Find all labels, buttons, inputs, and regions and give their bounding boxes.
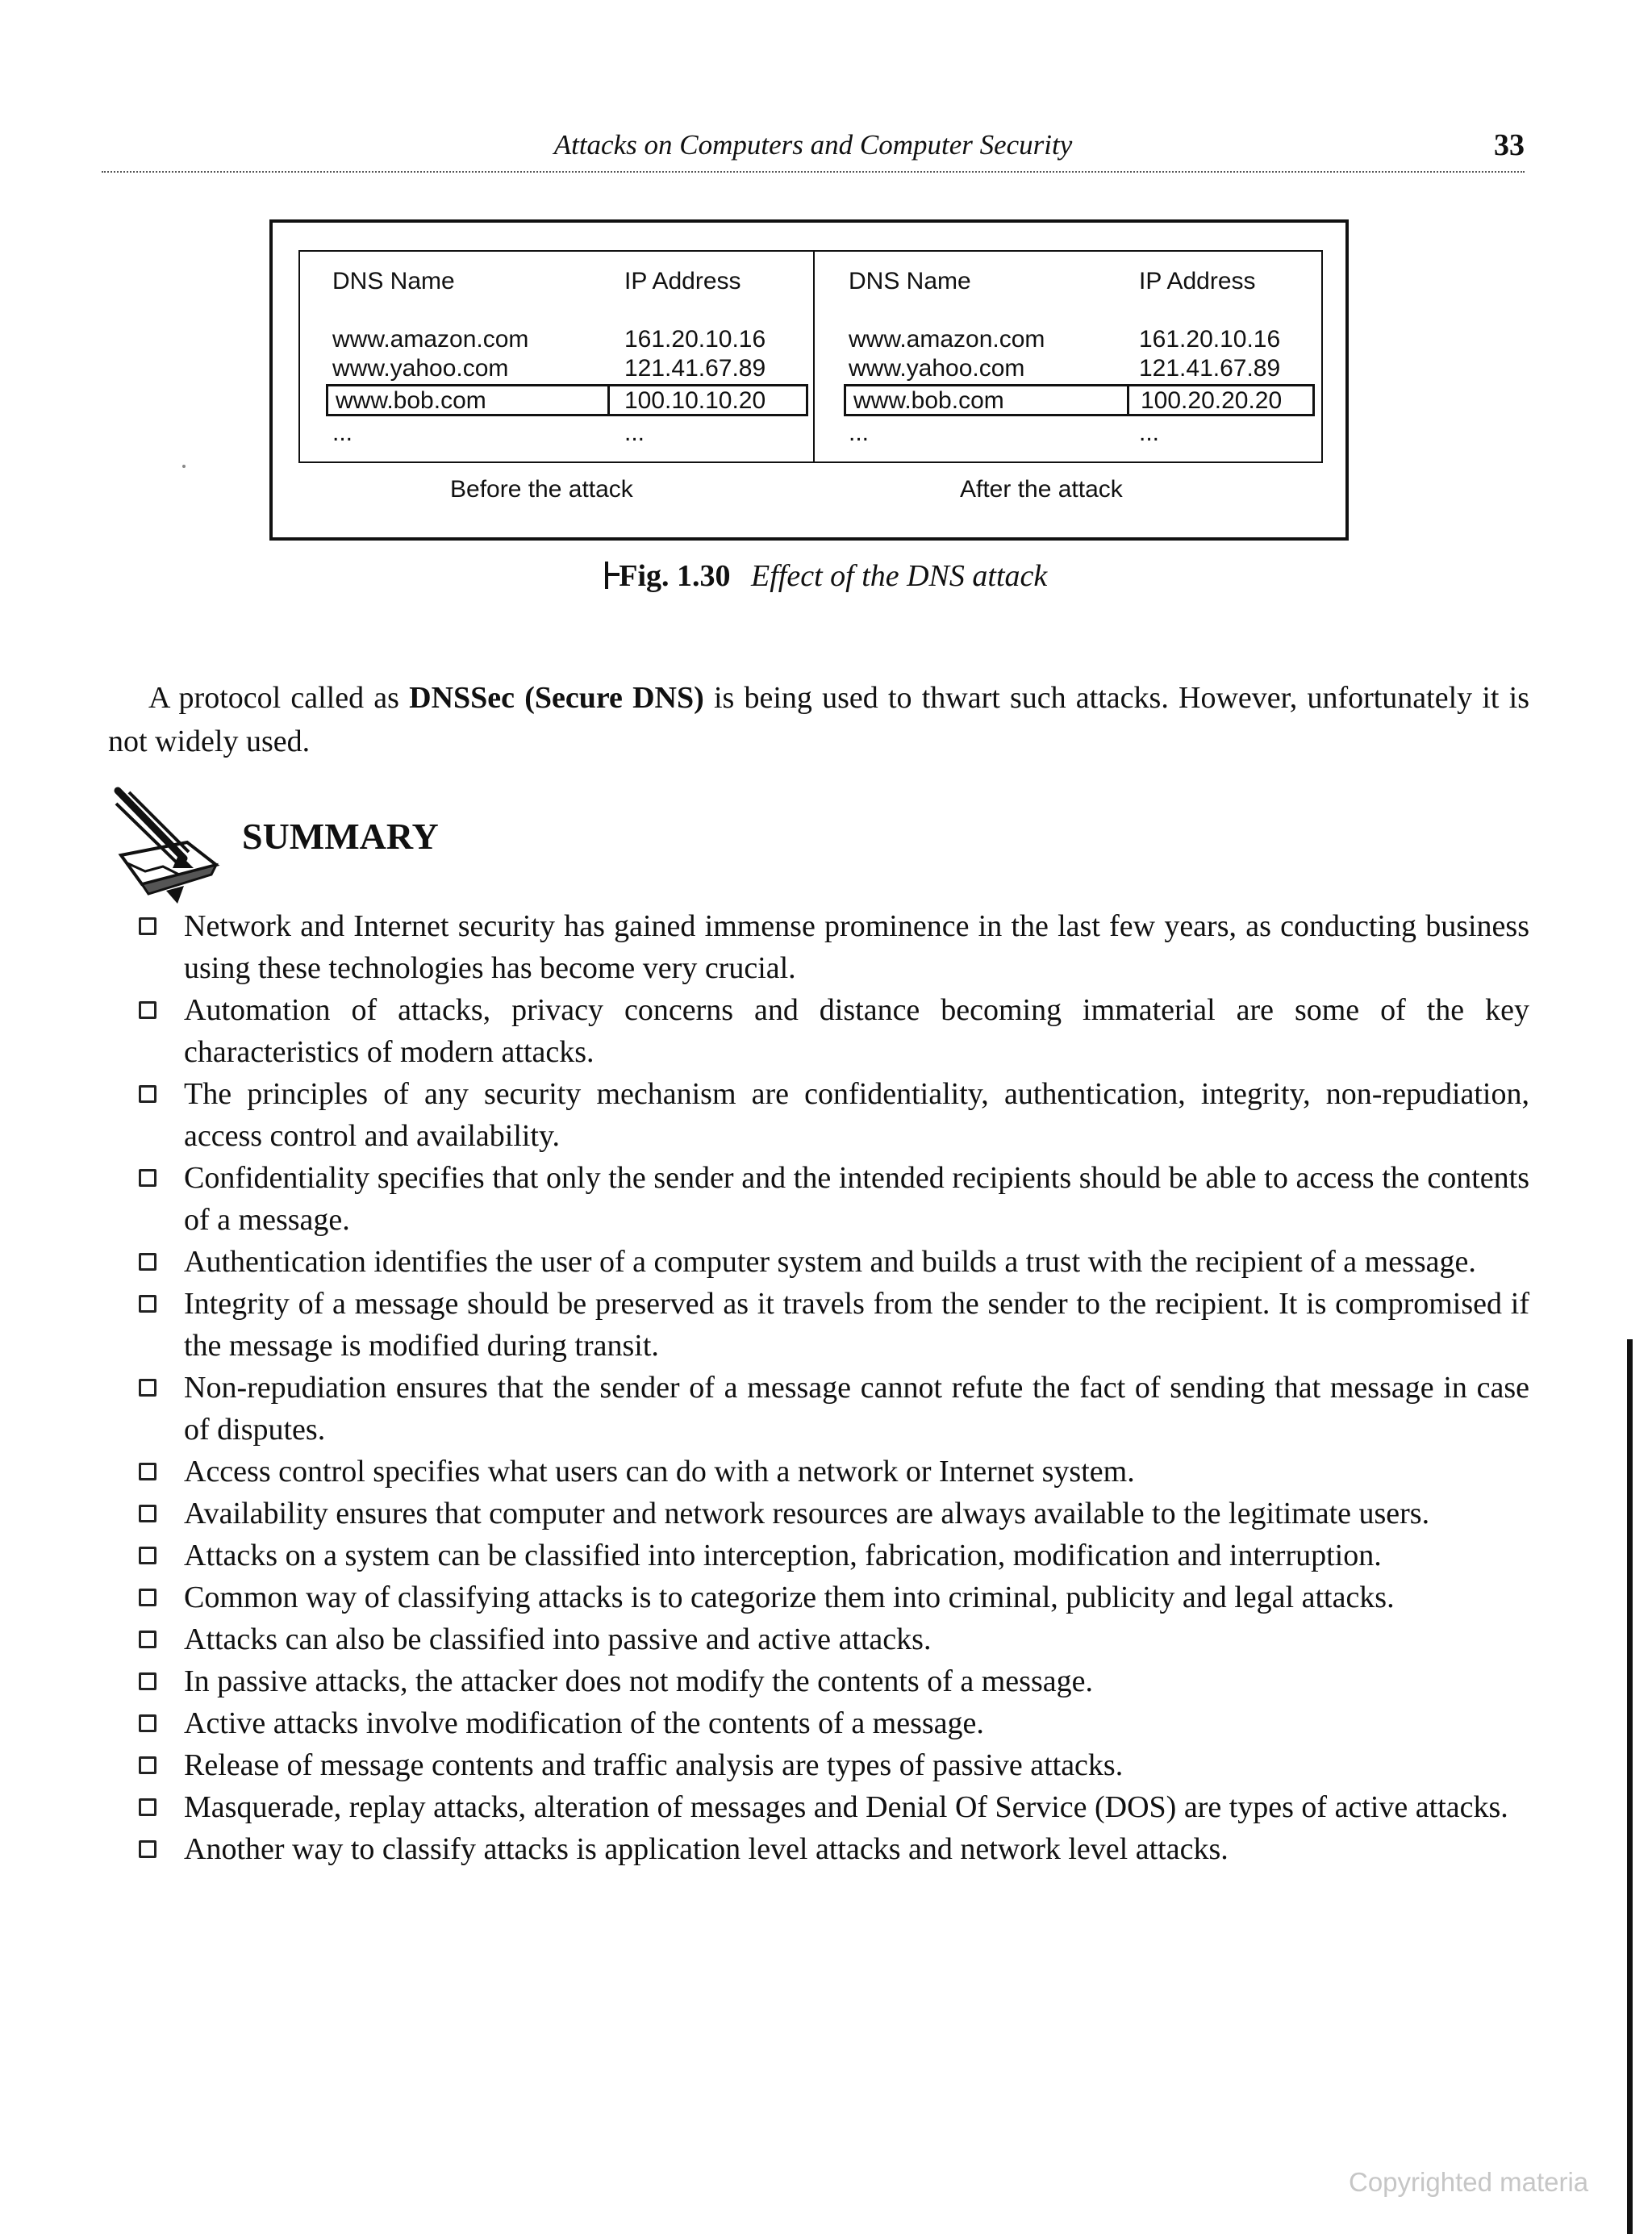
list-item-text: Access control specifies what users can do with a network or Internet system.: [184, 1455, 1135, 1489]
body-paragraph: [108, 676, 1529, 763]
checkbox-bullet-icon: [139, 1798, 156, 1816]
ellipsis-cell: ...: [332, 420, 353, 446]
checkbox-bullet-icon: [139, 1505, 156, 1522]
ip-address-cell: 161.20.10.16: [624, 326, 766, 353]
list-item-text: In passive attacks, the attacker does not modify the contents of a message.: [184, 1664, 1093, 1698]
checkbox-bullet-icon: [139, 917, 156, 935]
list-item-text: Active attacks involve modification of the contents of a message.: [184, 1706, 984, 1740]
paragraph-bold-term: DNSSec (Secure DNS): [409, 681, 704, 715]
before-attack-label: Before the attack: [450, 476, 633, 503]
scan-edge-bar: [1627, 1339, 1633, 2234]
checkbox-bullet-icon: [139, 1253, 156, 1271]
dns-name-cell: www.bob.com: [853, 387, 1004, 414]
after-attack-label: After the attack: [960, 476, 1123, 503]
column-header-dns-name: DNS Name: [849, 268, 971, 294]
list-item: [139, 1660, 1529, 1702]
row-divider: [607, 386, 610, 414]
ip-address-cell: 100.10.10.20: [624, 387, 766, 414]
list-item: [139, 1576, 1529, 1618]
list-item: [139, 1241, 1529, 1283]
checkbox-bullet-icon: [139, 1840, 156, 1858]
figure-number: Fig. 1.30: [619, 559, 731, 593]
ip-address-cell: 100.20.20.20: [1141, 387, 1283, 414]
list-item-text: Common way of classifying attacks is to categorize them into criminal, publicity and legal attacks.: [184, 1581, 1395, 1614]
list-item-text: Release of message contents and traffic analysis are types of passive attacks.: [184, 1748, 1124, 1782]
list-item-text: Non-repudiation ensures that the sender of a message cannot refute the fact of sending that message in case of disputes.: [184, 1371, 1529, 1447]
ip-address-cell: 121.41.67.89: [1139, 355, 1281, 382]
dns-name-cell: www.yahoo.com: [332, 355, 509, 382]
checkbox-bullet-icon: [139, 1631, 156, 1648]
figure-marker-icon: [605, 562, 608, 589]
list-item-text: Authentication identifies the user of a computer system and builds a trust with the recipient of a message.: [184, 1245, 1476, 1279]
list-item: [139, 1786, 1529, 1828]
checkbox-bullet-icon: [139, 1001, 156, 1019]
pen-writing-icon: [110, 784, 231, 905]
dns-table-after: [815, 252, 1321, 503]
ellipsis-cell: ...: [624, 420, 645, 446]
column-header-ip-address: IP Address: [1139, 268, 1256, 294]
column-header-dns-name: DNS Name: [332, 268, 455, 294]
paragraph-text-end: is being used to thwart such attacks. However, unfortunately it is not widely used.: [108, 681, 1529, 758]
figure-title: Effect of the DNS attack: [751, 559, 1048, 593]
list-item: [139, 1828, 1529, 1870]
checkbox-bullet-icon: [139, 1547, 156, 1564]
list-item-text: Automation of attacks, privacy concerns and distance becoming immaterial are some of the key characteristics of modern attacks.: [184, 993, 1529, 1069]
list-item: [139, 1283, 1529, 1367]
list-item: [139, 1702, 1529, 1744]
ip-address-cell: 161.20.10.16: [1139, 326, 1281, 353]
dns-name-cell: www.amazon.com: [849, 326, 1045, 353]
checkbox-bullet-icon: [139, 1756, 156, 1774]
column-header-ip-address: IP Address: [624, 268, 741, 294]
paragraph-text-start: A protocol called as: [148, 681, 410, 715]
list-item: [139, 1157, 1529, 1241]
dns-name-cell: www.bob.com: [336, 387, 486, 414]
list-item-text: Confidentiality specifies that only the sender and the intended recipients should be able to access the contents of a message.: [184, 1161, 1529, 1237]
dns-figure: [269, 219, 1349, 541]
checkbox-bullet-icon: [139, 1169, 156, 1187]
ellipsis-cell: ...: [849, 420, 870, 446]
list-item: [139, 1451, 1529, 1493]
list-item: [139, 905, 1529, 989]
running-title: Attacks on Computers and Computer Security: [553, 129, 1073, 161]
running-header: [102, 123, 1525, 173]
list-item-text: Attacks on a system can be classified into interception, fabrication, modification and interruption.: [184, 1539, 1382, 1572]
checkbox-bullet-icon: [139, 1463, 156, 1480]
checkbox-bullet-icon: [139, 1672, 156, 1690]
dns-table: [298, 250, 1323, 503]
ellipsis-cell: ...: [1139, 420, 1160, 446]
dns-table-before: [300, 252, 815, 503]
ip-address-cell: 121.41.67.89: [624, 355, 766, 382]
list-item-text: Integrity of a message should be preserved as it travels from the sender to the recipient. It is compromised if the message is modified during transit.: [184, 1287, 1529, 1363]
summary-heading: SUMMARY: [242, 816, 439, 857]
checkbox-bullet-icon: [139, 1589, 156, 1606]
list-item: [139, 1744, 1529, 1786]
list-item: [139, 1618, 1529, 1660]
list-item: [139, 1367, 1529, 1451]
copyright-watermark: Copyrighted materia: [1349, 2167, 1589, 2197]
list-item-text: The principles of any security mechanism are confidentiality, authentication, integrity, non-repudiation, access control and availability.: [184, 1077, 1529, 1153]
list-item-text: Network and Internet security has gained immense prominence in the last few years, as conducting business using these technologies has become very crucial.: [184, 909, 1529, 985]
summary-list: [139, 905, 1529, 1870]
list-item: [139, 989, 1529, 1073]
list-item-text: Availability ensures that computer and network resources are always available to the legitimate users.: [184, 1497, 1430, 1530]
list-item-text: Masquerade, replay attacks, alteration of messages and Denial Of Service (DOS) are types of active attacks.: [184, 1790, 1508, 1824]
list-item-text: Attacks can also be classified into passive and active attacks.: [184, 1622, 932, 1656]
checkbox-bullet-icon: [139, 1379, 156, 1397]
page-number: 33: [1494, 128, 1525, 162]
list-item-text: Another way to classify attacks is application level attacks and network level attacks.: [184, 1832, 1229, 1866]
list-item: [139, 1535, 1529, 1576]
row-divider: [1127, 386, 1129, 414]
checkbox-bullet-icon: [139, 1085, 156, 1103]
list-item: [139, 1493, 1529, 1535]
checkbox-bullet-icon: [139, 1295, 156, 1313]
dns-name-cell: www.yahoo.com: [849, 355, 1025, 382]
list-item: [139, 1073, 1529, 1157]
scan-speck: [182, 465, 186, 468]
checkbox-bullet-icon: [139, 1714, 156, 1732]
dns-name-cell: www.amazon.com: [332, 326, 529, 353]
figure-caption: [0, 558, 1652, 594]
